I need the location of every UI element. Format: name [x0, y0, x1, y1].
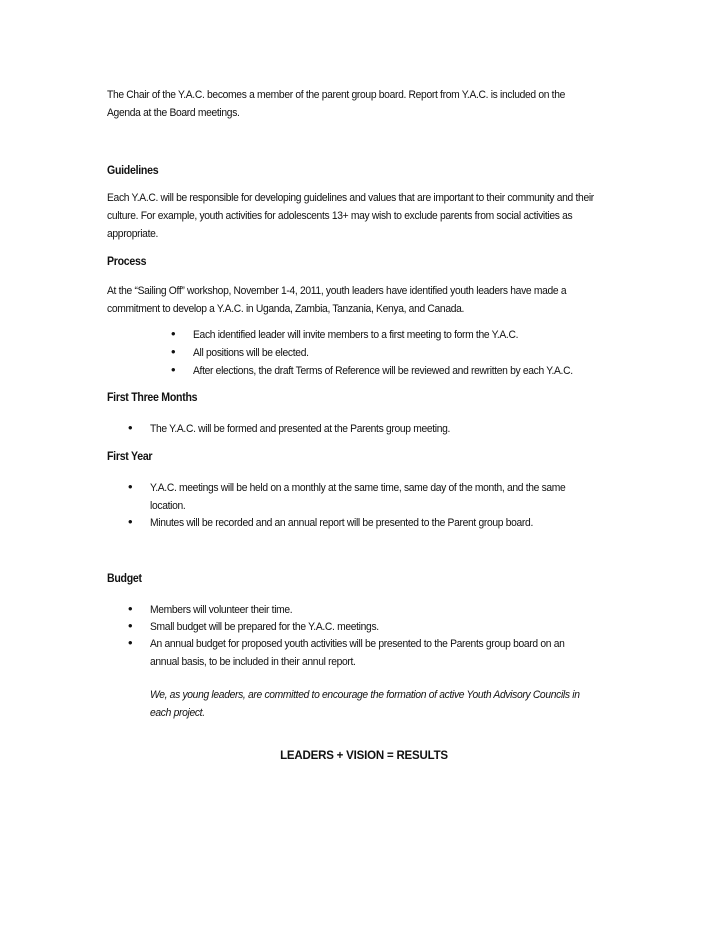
list-item: All positions will be elected. — [193, 347, 309, 359]
list-bullet: • — [171, 344, 176, 359]
list-item: The Y.A.C. will be formed and presented at the Parents group meeting. — [150, 423, 451, 435]
commitment-statement: We, as young leaders, are committed to encourage the formation of active Youth Advisory Councils in each project. — [150, 689, 580, 719]
list-bullet: • — [128, 635, 133, 650]
list-item: Each identified leader will invite members to a first meeting to form the Y.A.C. — [193, 329, 519, 341]
list-bullet: • — [128, 479, 133, 494]
list-item: Members will volunteer their time. — [150, 604, 293, 616]
slogan: LEADERS + VISION = RESULTS — [280, 750, 448, 762]
list-bullet: • — [171, 326, 176, 341]
list-bullet: • — [128, 618, 133, 633]
list-item: Small budget will be prepared for the Y.A.C. meetings. — [150, 621, 379, 633]
list-bullet: • — [171, 362, 176, 377]
list-bullet: • — [128, 601, 133, 616]
list-item: An annual budget for proposed youth activities will be presented to the Parents group board on an annual basis, to be included in their annul report. — [150, 638, 565, 668]
intro-paragraph: The Chair of the Y.A.C. becomes a member of the parent group board. Report from Y.A.C. is included on the Agenda at the Board meetings. — [107, 89, 566, 119]
list-bullet: • — [128, 514, 133, 529]
process-paragraph: At the “Sailing Off” workshop, November 1-4, 2011, youth leaders have identified youth leaders have made a commitment to develop a Y.A.C. in Uganda, Zambia, Tanzania, Kenya, and Canada. — [107, 285, 567, 315]
process-heading: Process — [107, 256, 147, 268]
guidelines-paragraph: Each Y.A.C. will be responsible for developing guidelines and values that are important to their community and their culture. For example, youth activities for adolescents 13+ may wish to exclude parents from social activities as appropriate. — [107, 192, 594, 240]
list-item: Minutes will be recorded and an annual report will be presented to the Parent group board. — [150, 517, 533, 529]
budget-heading: Budget — [107, 573, 142, 585]
first-year-heading: First Year — [107, 451, 153, 463]
guidelines-heading: Guidelines — [107, 165, 159, 177]
list-item: Y.A.C. meetings will be held on a monthly at the same time, same day of the month, and the same location. — [150, 482, 566, 512]
list-bullet: • — [128, 420, 133, 435]
first-three-months-heading: First Three Months — [107, 392, 198, 404]
list-item: After elections, the draft Terms of Reference will be reviewed and rewritten by each Y.A.C. — [193, 365, 573, 377]
